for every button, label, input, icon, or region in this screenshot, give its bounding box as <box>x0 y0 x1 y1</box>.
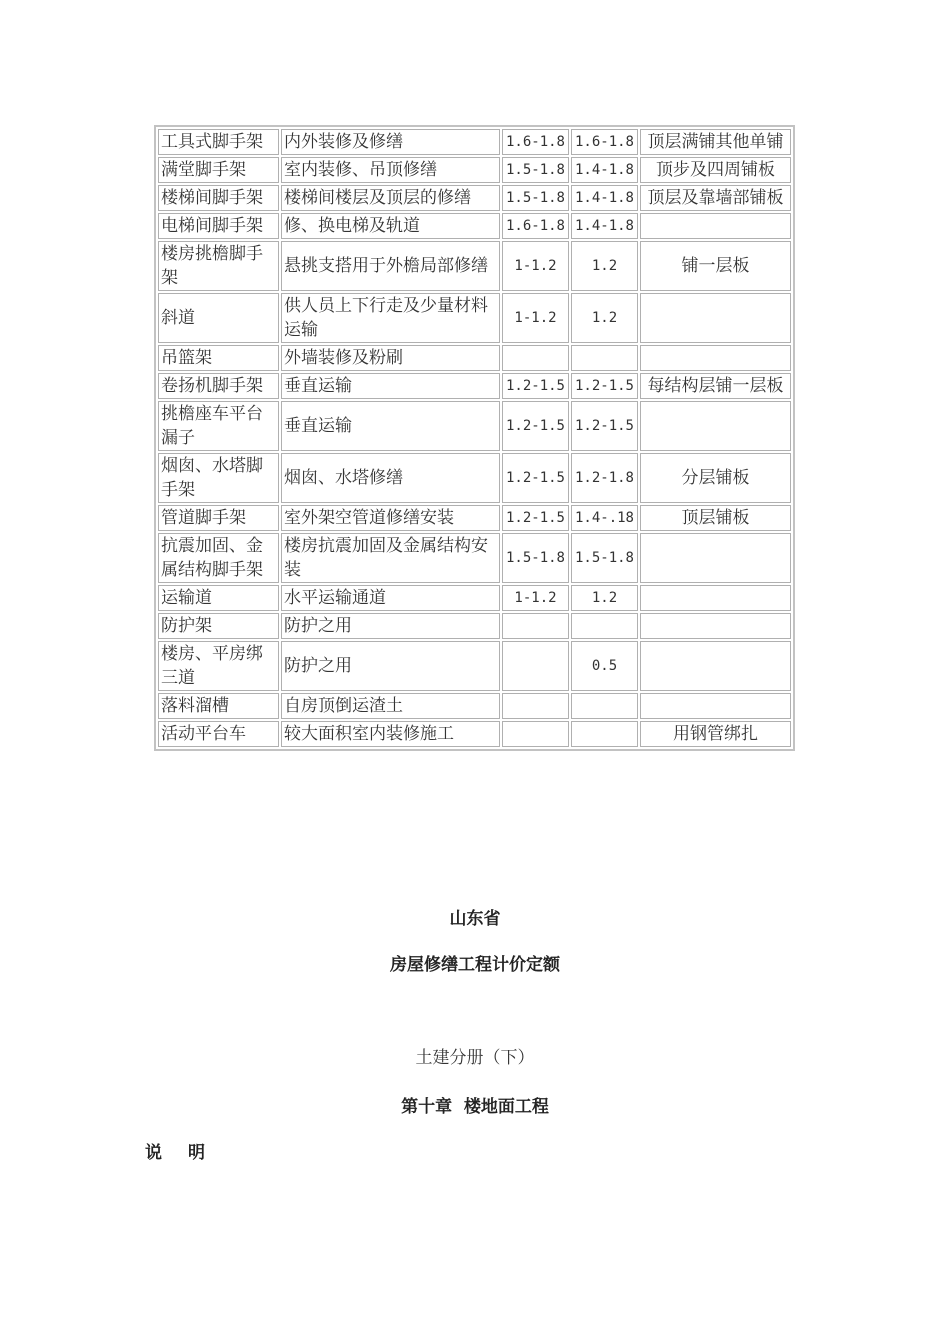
scaffold-width-cell: 1-1.2 <box>502 585 569 611</box>
table-row <box>158 401 791 451</box>
scaffold-table-body <box>158 129 791 747</box>
scaffold-width-cell: 1.5-1.8 <box>502 533 569 583</box>
chapter-heading: 第十章 楼地面工程 <box>401 1097 549 1117</box>
scaffold-name-cell: 满堂脚手架 <box>158 157 279 183</box>
table-row <box>158 129 791 155</box>
table-row <box>158 585 791 611</box>
scaffold-use-cell: 修、换电梯及轨道 <box>281 213 500 239</box>
scaffold-note-cell: 分层铺板 <box>640 453 791 503</box>
scaffold-width-cell: 1.6-1.8 <box>502 129 569 155</box>
table-row <box>158 453 791 503</box>
scaffold-height-cell <box>571 345 638 371</box>
scaffold-name-cell: 电梯间脚手架 <box>158 213 279 239</box>
scaffold-height-cell: 1.2 <box>571 241 638 291</box>
scaffold-width-cell: 1-1.2 <box>502 293 569 343</box>
table-row <box>158 693 791 719</box>
scaffold-name-cell: 楼房挑檐脚手架 <box>158 241 279 291</box>
scaffold-width-cell: 1.2-1.5 <box>502 453 569 503</box>
scaffold-width-cell <box>502 345 569 371</box>
scaffold-use-cell: 室内装修、吊顶修缮 <box>281 157 500 183</box>
table-row <box>158 505 791 531</box>
scaffold-height-cell: 1.5-1.8 <box>571 533 638 583</box>
table-row <box>158 213 791 239</box>
scaffold-name-cell: 楼梯间脚手架 <box>158 185 279 211</box>
scaffold-width-cell <box>502 613 569 639</box>
table-row <box>158 373 791 399</box>
scaffold-note-cell <box>640 345 791 371</box>
scaffold-width-cell: 1.6-1.8 <box>502 213 569 239</box>
scaffold-name-cell: 斜道 <box>158 293 279 343</box>
scaffold-note-cell: 顶层铺板 <box>640 505 791 531</box>
scaffold-width-cell: 1-1.2 <box>502 241 569 291</box>
scaffold-note-cell: 顶步及四周铺板 <box>640 157 791 183</box>
table-row <box>158 157 791 183</box>
scaffold-use-cell: 供人员上下行走及少量材料运输 <box>281 293 500 343</box>
scaffold-height-cell: 1.2 <box>571 585 638 611</box>
scaffold-name-cell: 楼房、平房绑三道 <box>158 641 279 691</box>
section-label: 说明 <box>145 1143 231 1163</box>
table-row <box>158 721 791 747</box>
scaffold-note-cell <box>640 693 791 719</box>
scaffold-height-cell: 1.4-1.8 <box>571 213 638 239</box>
scaffold-width-cell <box>502 721 569 747</box>
volume-subtitle: 土建分册（下） <box>415 1048 535 1068</box>
scaffold-name-cell: 运输道 <box>158 585 279 611</box>
scaffold-name-cell: 管道脚手架 <box>158 505 279 531</box>
scaffold-name-cell: 吊篮架 <box>158 345 279 371</box>
scaffold-note-cell <box>640 533 791 583</box>
scaffold-width-cell: 1.5-1.8 <box>502 185 569 211</box>
scaffold-use-cell: 室外架空管道修缮安装 <box>281 505 500 531</box>
scaffold-width-cell <box>502 693 569 719</box>
province-heading: 山东省 <box>449 909 501 929</box>
scaffold-name-cell: 挑檐座车平台漏子 <box>158 401 279 451</box>
scaffold-use-cell: 较大面积室内装修施工 <box>281 721 500 747</box>
scaffold-name-cell: 活动平台车 <box>158 721 279 747</box>
scaffold-use-cell: 垂直运输 <box>281 373 500 399</box>
document-title: 房屋修缮工程计价定额 <box>390 955 560 975</box>
scaffold-height-cell: 1.2 <box>571 293 638 343</box>
scaffold-name-cell: 防护架 <box>158 613 279 639</box>
scaffold-note-cell: 每结构层铺一层板 <box>640 373 791 399</box>
scaffold-height-cell: 1.6-1.8 <box>571 129 638 155</box>
scaffold-height-cell: 0.5 <box>571 641 638 691</box>
scaffold-note-cell: 顶层及靠墙部铺板 <box>640 185 791 211</box>
scaffold-name-cell: 抗震加固、金属结构脚手架 <box>158 533 279 583</box>
scaffold-table <box>156 127 793 749</box>
scaffold-note-cell: 顶层满铺其他单铺 <box>640 129 791 155</box>
scaffold-use-cell: 防护之用 <box>281 613 500 639</box>
scaffold-width-cell: 1.2-1.5 <box>502 373 569 399</box>
table-row <box>158 641 791 691</box>
scaffold-use-cell: 垂直运输 <box>281 401 500 451</box>
table-row <box>158 345 791 371</box>
scaffold-note-cell <box>640 293 791 343</box>
scaffold-name-cell: 烟囱、水塔脚手架 <box>158 453 279 503</box>
scaffold-width-cell: 1.2-1.5 <box>502 505 569 531</box>
scaffold-name-cell: 落料溜槽 <box>158 693 279 719</box>
scaffold-note-cell <box>640 613 791 639</box>
scaffold-note-cell <box>640 585 791 611</box>
scaffold-use-cell: 楼梯间楼层及顶层的修缮 <box>281 185 500 211</box>
table-row <box>158 293 791 343</box>
scaffold-height-cell: 1.4-.18 <box>571 505 638 531</box>
scaffold-height-cell: 1.4-1.8 <box>571 185 638 211</box>
scaffold-use-cell: 内外装修及修缮 <box>281 129 500 155</box>
table-row <box>158 241 791 291</box>
scaffold-height-cell: 1.2-1.5 <box>571 401 638 451</box>
table-row <box>158 185 791 211</box>
scaffold-width-cell: 1.5-1.8 <box>502 157 569 183</box>
scaffold-use-cell: 悬挑支搭用于外檐局部修缮 <box>281 241 500 291</box>
scaffold-use-cell: 自房顶倒运渣土 <box>281 693 500 719</box>
scaffold-height-cell <box>571 693 638 719</box>
scaffold-note-cell <box>640 641 791 691</box>
scaffold-name-cell: 工具式脚手架 <box>158 129 279 155</box>
scaffold-height-cell <box>571 721 638 747</box>
scaffold-table-container <box>154 125 795 751</box>
scaffold-name-cell: 卷扬机脚手架 <box>158 373 279 399</box>
scaffold-note-cell <box>640 401 791 451</box>
scaffold-use-cell: 烟囱、水塔修缮 <box>281 453 500 503</box>
scaffold-use-cell: 楼房抗震加固及金属结构安装 <box>281 533 500 583</box>
scaffold-width-cell: 1.2-1.5 <box>502 401 569 451</box>
scaffold-width-cell <box>502 641 569 691</box>
scaffold-height-cell: 1.2-1.5 <box>571 373 638 399</box>
scaffold-use-cell: 水平运输通道 <box>281 585 500 611</box>
scaffold-height-cell: 1.2-1.8 <box>571 453 638 503</box>
scaffold-note-cell: 铺一层板 <box>640 241 791 291</box>
table-row <box>158 533 791 583</box>
scaffold-height-cell <box>571 613 638 639</box>
scaffold-use-cell: 外墙装修及粉刷 <box>281 345 500 371</box>
scaffold-note-cell <box>640 213 791 239</box>
scaffold-height-cell: 1.4-1.8 <box>571 157 638 183</box>
scaffold-use-cell: 防护之用 <box>281 641 500 691</box>
scaffold-note-cell: 用钢管绑扎 <box>640 721 791 747</box>
table-row <box>158 613 791 639</box>
